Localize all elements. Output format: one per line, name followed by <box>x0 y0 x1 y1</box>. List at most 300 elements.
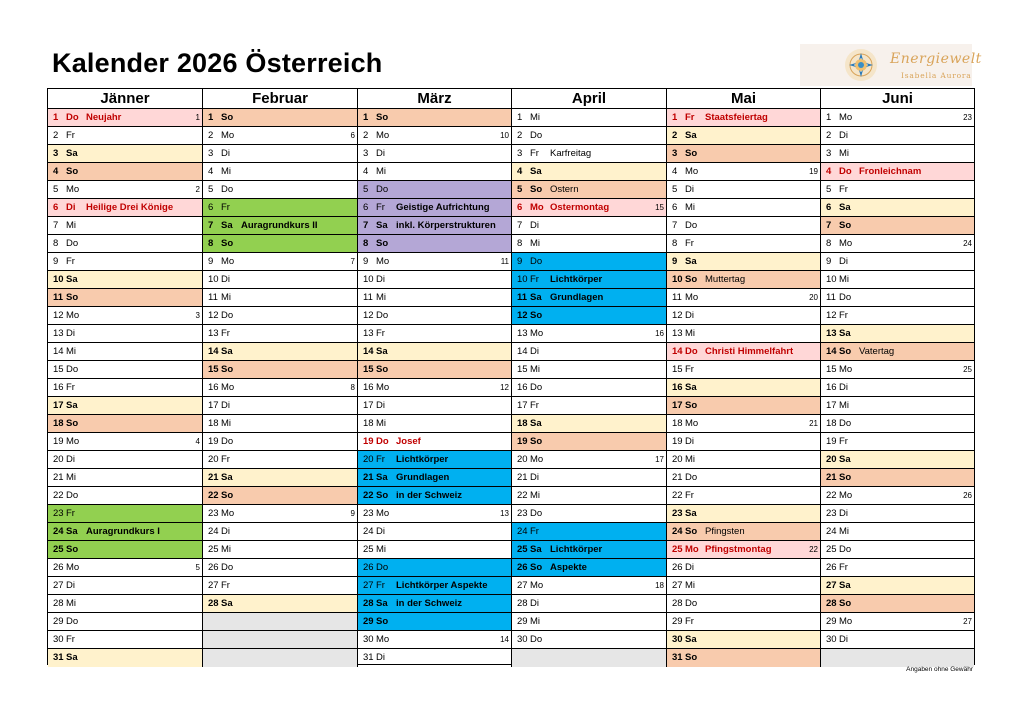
day-number: 12 <box>826 310 837 321</box>
weekday: Do <box>376 436 389 447</box>
weekday: Sa <box>66 400 78 411</box>
weekday: Di <box>530 346 539 357</box>
weekday: Mo <box>839 490 853 501</box>
day-event: in der Schweiz <box>396 490 462 501</box>
day-cell <box>820 181 974 199</box>
day-cell <box>48 325 202 343</box>
day-number: 23 <box>363 508 374 519</box>
day-number: 8 <box>208 238 214 249</box>
weekday: Do <box>530 508 543 519</box>
day-cell <box>666 559 820 577</box>
month-column <box>511 109 666 664</box>
month-column <box>202 109 357 664</box>
week-number: 25 <box>963 365 972 374</box>
day-cell <box>48 595 202 613</box>
day-cell <box>820 451 974 469</box>
day-cell <box>820 163 974 181</box>
day-number: 27 <box>517 580 528 591</box>
day-number: 12 <box>208 310 219 321</box>
weekday: Sa <box>685 130 697 141</box>
day-number: 26 <box>363 562 374 573</box>
day-number: 5 <box>517 184 523 195</box>
day-number: 15 <box>53 364 64 375</box>
day-number: 30 <box>53 634 64 645</box>
weekday: Sa <box>221 346 233 357</box>
weekday: Fr <box>221 328 230 339</box>
weekday: Mo <box>839 238 853 249</box>
day-cell <box>48 235 202 253</box>
day-number: 11 <box>517 292 528 303</box>
day-cell <box>48 361 202 379</box>
day-number: 8 <box>517 238 523 249</box>
weekday: Sa <box>221 220 233 231</box>
day-number: 14 <box>53 346 64 357</box>
weekday: Fr <box>221 580 230 591</box>
week-number: 22 <box>809 545 818 554</box>
week-number: 16 <box>655 329 664 338</box>
day-event: in der Schweiz <box>396 598 462 609</box>
weekday: Di <box>685 184 694 195</box>
weekday: Fr <box>685 238 694 249</box>
weekday: Mi <box>530 490 541 501</box>
day-cell <box>357 541 511 559</box>
day-number: 22 <box>826 490 837 501</box>
day-number: 19 <box>208 436 219 447</box>
weekday: Sa <box>376 472 388 483</box>
day-cell <box>511 595 666 613</box>
day-number: 23 <box>672 508 683 519</box>
day-event: Pfingsten <box>705 526 745 537</box>
day-number: 28 <box>672 598 683 609</box>
day-cell <box>511 415 666 433</box>
day-number: 29 <box>53 616 64 627</box>
day-number: 24 <box>517 526 528 537</box>
weekday: Do <box>685 220 698 231</box>
day-event: Aspekte <box>550 562 587 573</box>
day-cell <box>202 469 357 487</box>
day-number: 23 <box>53 508 64 519</box>
day-number: 7 <box>517 220 523 231</box>
day-cell <box>202 271 357 289</box>
day-cell <box>511 379 666 397</box>
weekday: Di <box>685 436 694 447</box>
logo-wordmark: Energiewelt <box>890 51 982 67</box>
day-number: 22 <box>363 490 374 501</box>
week-number: 18 <box>655 581 664 590</box>
day-number: 27 <box>826 580 837 591</box>
day-cell <box>357 379 511 397</box>
weekday: Mo <box>66 562 80 573</box>
day-number: 21 <box>363 472 374 483</box>
day-number: 1 <box>208 112 214 123</box>
calendar-table <box>47 88 975 665</box>
day-number: 20 <box>208 454 219 465</box>
day-number: 13 <box>517 328 528 339</box>
weekday: Sa <box>685 256 697 267</box>
day-number: 12 <box>363 310 374 321</box>
weekday: Di <box>376 400 385 411</box>
week-number: 6 <box>350 131 355 140</box>
weekday: Do <box>376 184 389 195</box>
day-number: 26 <box>53 562 64 573</box>
day-cell <box>202 541 357 559</box>
day-cell <box>202 487 357 505</box>
week-number: 20 <box>809 293 818 302</box>
day-number: 17 <box>672 400 683 411</box>
weekday: Fr <box>685 490 694 501</box>
day-number: 14 <box>517 346 528 357</box>
weekday: Fr <box>839 436 848 447</box>
weekday: Sa <box>66 274 78 285</box>
day-number: 27 <box>363 580 374 591</box>
day-cell <box>820 235 974 253</box>
day-cell <box>666 289 820 307</box>
day-number: 4 <box>363 166 369 177</box>
day-cell <box>820 523 974 541</box>
week-number: 8 <box>350 383 355 392</box>
weekday: Do <box>66 238 79 249</box>
day-number: 1 <box>826 112 832 123</box>
day-number: 5 <box>53 184 59 195</box>
day-cell <box>48 289 202 307</box>
day-cell <box>48 505 202 523</box>
weekday: Mi <box>685 454 696 465</box>
weekday: Sa <box>685 634 697 645</box>
day-cell <box>511 505 666 523</box>
day-cell <box>820 307 974 325</box>
day-cell <box>666 613 820 631</box>
weekday: So <box>685 400 698 411</box>
weekday: Mi <box>66 598 77 609</box>
day-number: 4 <box>517 166 523 177</box>
day-cell <box>48 109 202 127</box>
day-number: 28 <box>517 598 528 609</box>
day-cell <box>357 199 511 217</box>
day-number: 17 <box>208 400 219 411</box>
day-number: 8 <box>826 238 832 249</box>
day-cell <box>666 181 820 199</box>
day-number: 30 <box>672 634 683 645</box>
day-number: 9 <box>517 256 523 267</box>
day-cell <box>511 325 666 343</box>
weekday: Fr <box>376 202 385 213</box>
weekday: Do <box>221 436 234 447</box>
day-cell <box>357 235 511 253</box>
day-number: 12 <box>517 310 528 321</box>
weekday: Fr <box>221 454 230 465</box>
day-cell <box>357 163 511 181</box>
weekday: So <box>376 112 389 123</box>
day-event: Ostermontag <box>550 202 610 213</box>
day-cell <box>202 181 357 199</box>
day-number: 26 <box>517 562 528 573</box>
day-cell <box>48 253 202 271</box>
month-column <box>357 109 511 664</box>
day-cell <box>511 559 666 577</box>
day-cell <box>511 163 666 181</box>
weekday: Fr <box>221 202 230 213</box>
day-event: Geistige Aufrichtung <box>396 202 490 213</box>
day-cell <box>820 343 974 361</box>
day-cell <box>48 181 202 199</box>
day-number: 10 <box>672 274 683 285</box>
weekday: Mo <box>221 256 235 267</box>
empty-day-cell <box>202 631 357 649</box>
day-cell <box>202 559 357 577</box>
weekday: Mo <box>221 508 235 519</box>
weekday: Di <box>66 580 75 591</box>
day-event: Auragrundkurs II <box>241 220 318 231</box>
day-event: Grundlagen <box>396 472 450 483</box>
day-number: 28 <box>826 598 837 609</box>
week-number: 10 <box>500 131 509 140</box>
weekday: Do <box>221 310 234 321</box>
day-cell <box>820 631 974 649</box>
weekday: Fr <box>685 616 694 627</box>
day-number: 3 <box>53 148 59 159</box>
weekday: So <box>685 526 698 537</box>
weekday: Mi <box>685 328 696 339</box>
weekday: Fr <box>839 562 848 573</box>
weekday: Sa <box>66 148 78 159</box>
month-column <box>48 109 202 664</box>
day-number: 26 <box>826 562 837 573</box>
day-cell <box>511 577 666 595</box>
day-cell <box>511 253 666 271</box>
weekday: Mo <box>66 184 80 195</box>
day-number: 28 <box>363 598 374 609</box>
day-event: Lichtkörper <box>396 454 449 465</box>
day-cell <box>202 199 357 217</box>
day-cell <box>202 415 357 433</box>
day-number: 15 <box>208 364 219 375</box>
day-cell <box>357 289 511 307</box>
day-cell <box>666 649 820 667</box>
weekday: Mi <box>221 544 232 555</box>
day-cell <box>820 109 974 127</box>
weekday: Do <box>66 364 79 375</box>
day-number: 25 <box>517 544 528 555</box>
day-cell <box>357 631 511 649</box>
day-number: 9 <box>826 256 832 267</box>
weekday: Sa <box>839 580 851 591</box>
day-number: 21 <box>208 472 219 483</box>
day-cell <box>666 127 820 145</box>
day-cell <box>820 613 974 631</box>
weekday: Mi <box>221 166 232 177</box>
weekday: Do <box>66 490 79 501</box>
weekday: So <box>530 562 543 573</box>
day-number: 19 <box>53 436 64 447</box>
day-cell <box>666 379 820 397</box>
day-cell <box>357 505 511 523</box>
day-number: 21 <box>53 472 64 483</box>
weekday: Sa <box>66 652 78 663</box>
weekday: Sa <box>530 166 542 177</box>
day-number: 10 <box>53 274 64 285</box>
day-cell <box>202 109 357 127</box>
weekday: Mi <box>376 292 387 303</box>
weekday: Mo <box>530 328 544 339</box>
weekday: Sa <box>376 346 388 357</box>
day-number: 24 <box>208 526 219 537</box>
day-cell <box>357 577 511 595</box>
weekday: So <box>66 418 79 429</box>
day-number: 25 <box>208 544 219 555</box>
day-number: 27 <box>53 580 64 591</box>
week-number: 27 <box>963 617 972 626</box>
brand-logo <box>800 44 982 86</box>
month-header: April <box>511 89 666 109</box>
day-number: 29 <box>363 616 374 627</box>
day-number: 11 <box>208 292 218 303</box>
weekday: Di <box>530 472 539 483</box>
day-cell <box>202 433 357 451</box>
day-number: 15 <box>826 364 837 375</box>
weekday: Sa <box>376 598 388 609</box>
weekday: Di <box>839 382 848 393</box>
day-cell <box>357 415 511 433</box>
weekday: So <box>530 310 543 321</box>
day-cell <box>202 397 357 415</box>
weekday: Di <box>66 454 75 465</box>
week-number: 1 <box>195 113 200 122</box>
day-event: Ostern <box>550 184 579 195</box>
weekday: Sa <box>530 544 542 555</box>
weekday: So <box>839 220 852 231</box>
weekday: Do <box>66 616 79 627</box>
day-number: 7 <box>363 220 369 231</box>
week-number: 12 <box>500 383 509 392</box>
weekday: So <box>66 292 79 303</box>
day-cell <box>357 595 511 613</box>
day-event: Auragrundkurs I <box>86 526 160 537</box>
weekday: Fr <box>376 328 385 339</box>
day-number: 2 <box>517 130 523 141</box>
day-number: 18 <box>672 418 683 429</box>
day-number: 21 <box>826 472 837 483</box>
day-cell <box>357 361 511 379</box>
weekday: Mo <box>839 364 853 375</box>
weekday: Sa <box>530 418 542 429</box>
day-cell <box>666 577 820 595</box>
day-number: 17 <box>363 400 374 411</box>
weekday: Di <box>839 130 848 141</box>
day-cell <box>511 271 666 289</box>
weekday: Mi <box>376 166 387 177</box>
empty-day-cell <box>820 649 974 667</box>
weekday: Mo <box>685 166 699 177</box>
weekday: Do <box>839 544 852 555</box>
weekday: So <box>221 112 234 123</box>
day-cell <box>202 127 357 145</box>
day-number: 17 <box>826 400 837 411</box>
week-number: 26 <box>963 491 972 500</box>
weekday: Di <box>221 526 230 537</box>
day-event: Christi Himmelfahrt <box>705 346 794 357</box>
day-number: 22 <box>208 490 219 501</box>
weekday: Di <box>530 598 539 609</box>
day-number: 4 <box>208 166 214 177</box>
weekday: So <box>221 364 234 375</box>
day-number: 23 <box>208 508 219 519</box>
day-cell <box>820 433 974 451</box>
weekday: Sa <box>685 382 697 393</box>
day-number: 18 <box>826 418 837 429</box>
day-cell <box>202 577 357 595</box>
day-number: 4 <box>826 166 832 177</box>
day-cell <box>511 487 666 505</box>
day-cell <box>820 289 974 307</box>
day-cell <box>511 181 666 199</box>
day-number: 31 <box>363 652 374 663</box>
day-number: 30 <box>363 634 374 645</box>
day-number: 7 <box>672 220 678 231</box>
day-cell <box>357 397 511 415</box>
week-number: 9 <box>350 509 355 518</box>
day-cell <box>357 127 511 145</box>
week-number: 4 <box>195 437 200 446</box>
day-event: Muttertag <box>705 274 746 285</box>
weekday: Fr <box>66 508 75 519</box>
day-cell <box>820 559 974 577</box>
weekday: So <box>376 238 389 249</box>
day-cell <box>511 631 666 649</box>
weekday: Mi <box>685 202 696 213</box>
day-number: 18 <box>363 418 374 429</box>
weekday: So <box>376 490 389 501</box>
weekday: Do <box>66 112 79 123</box>
day-number: 7 <box>826 220 832 231</box>
day-cell <box>820 577 974 595</box>
day-cell <box>357 325 511 343</box>
weekday: Do <box>530 634 543 645</box>
day-cell <box>511 613 666 631</box>
day-cell <box>202 307 357 325</box>
day-cell <box>48 307 202 325</box>
day-number: 11 <box>363 292 373 303</box>
day-number: 10 <box>826 274 837 285</box>
day-number: 4 <box>672 166 678 177</box>
weekday: So <box>376 364 389 375</box>
day-number: 8 <box>53 238 59 249</box>
week-number: 17 <box>655 455 664 464</box>
weekday: Sa <box>685 508 697 519</box>
weekday: So <box>221 490 234 501</box>
day-number: 14 <box>208 346 219 357</box>
weekday: Fr <box>376 580 385 591</box>
weekday: Fr <box>839 310 848 321</box>
day-number: 19 <box>363 436 374 447</box>
weekday: Mo <box>685 418 699 429</box>
day-number: 3 <box>363 148 369 159</box>
day-number: 13 <box>672 328 683 339</box>
weekday: Fr <box>839 184 848 195</box>
weekday: Mi <box>839 400 850 411</box>
day-number: 10 <box>363 274 374 285</box>
day-number: 19 <box>826 436 837 447</box>
day-number: 2 <box>826 130 832 141</box>
week-number: 23 <box>963 113 972 122</box>
weekday: Di <box>66 202 76 213</box>
day-number: 1 <box>672 112 678 123</box>
weekday: Di <box>530 220 539 231</box>
day-number: 5 <box>672 184 678 195</box>
weekday: So <box>839 346 852 357</box>
day-cell <box>48 163 202 181</box>
day-number: 31 <box>53 652 64 663</box>
lotus-mandala-icon <box>838 48 884 82</box>
